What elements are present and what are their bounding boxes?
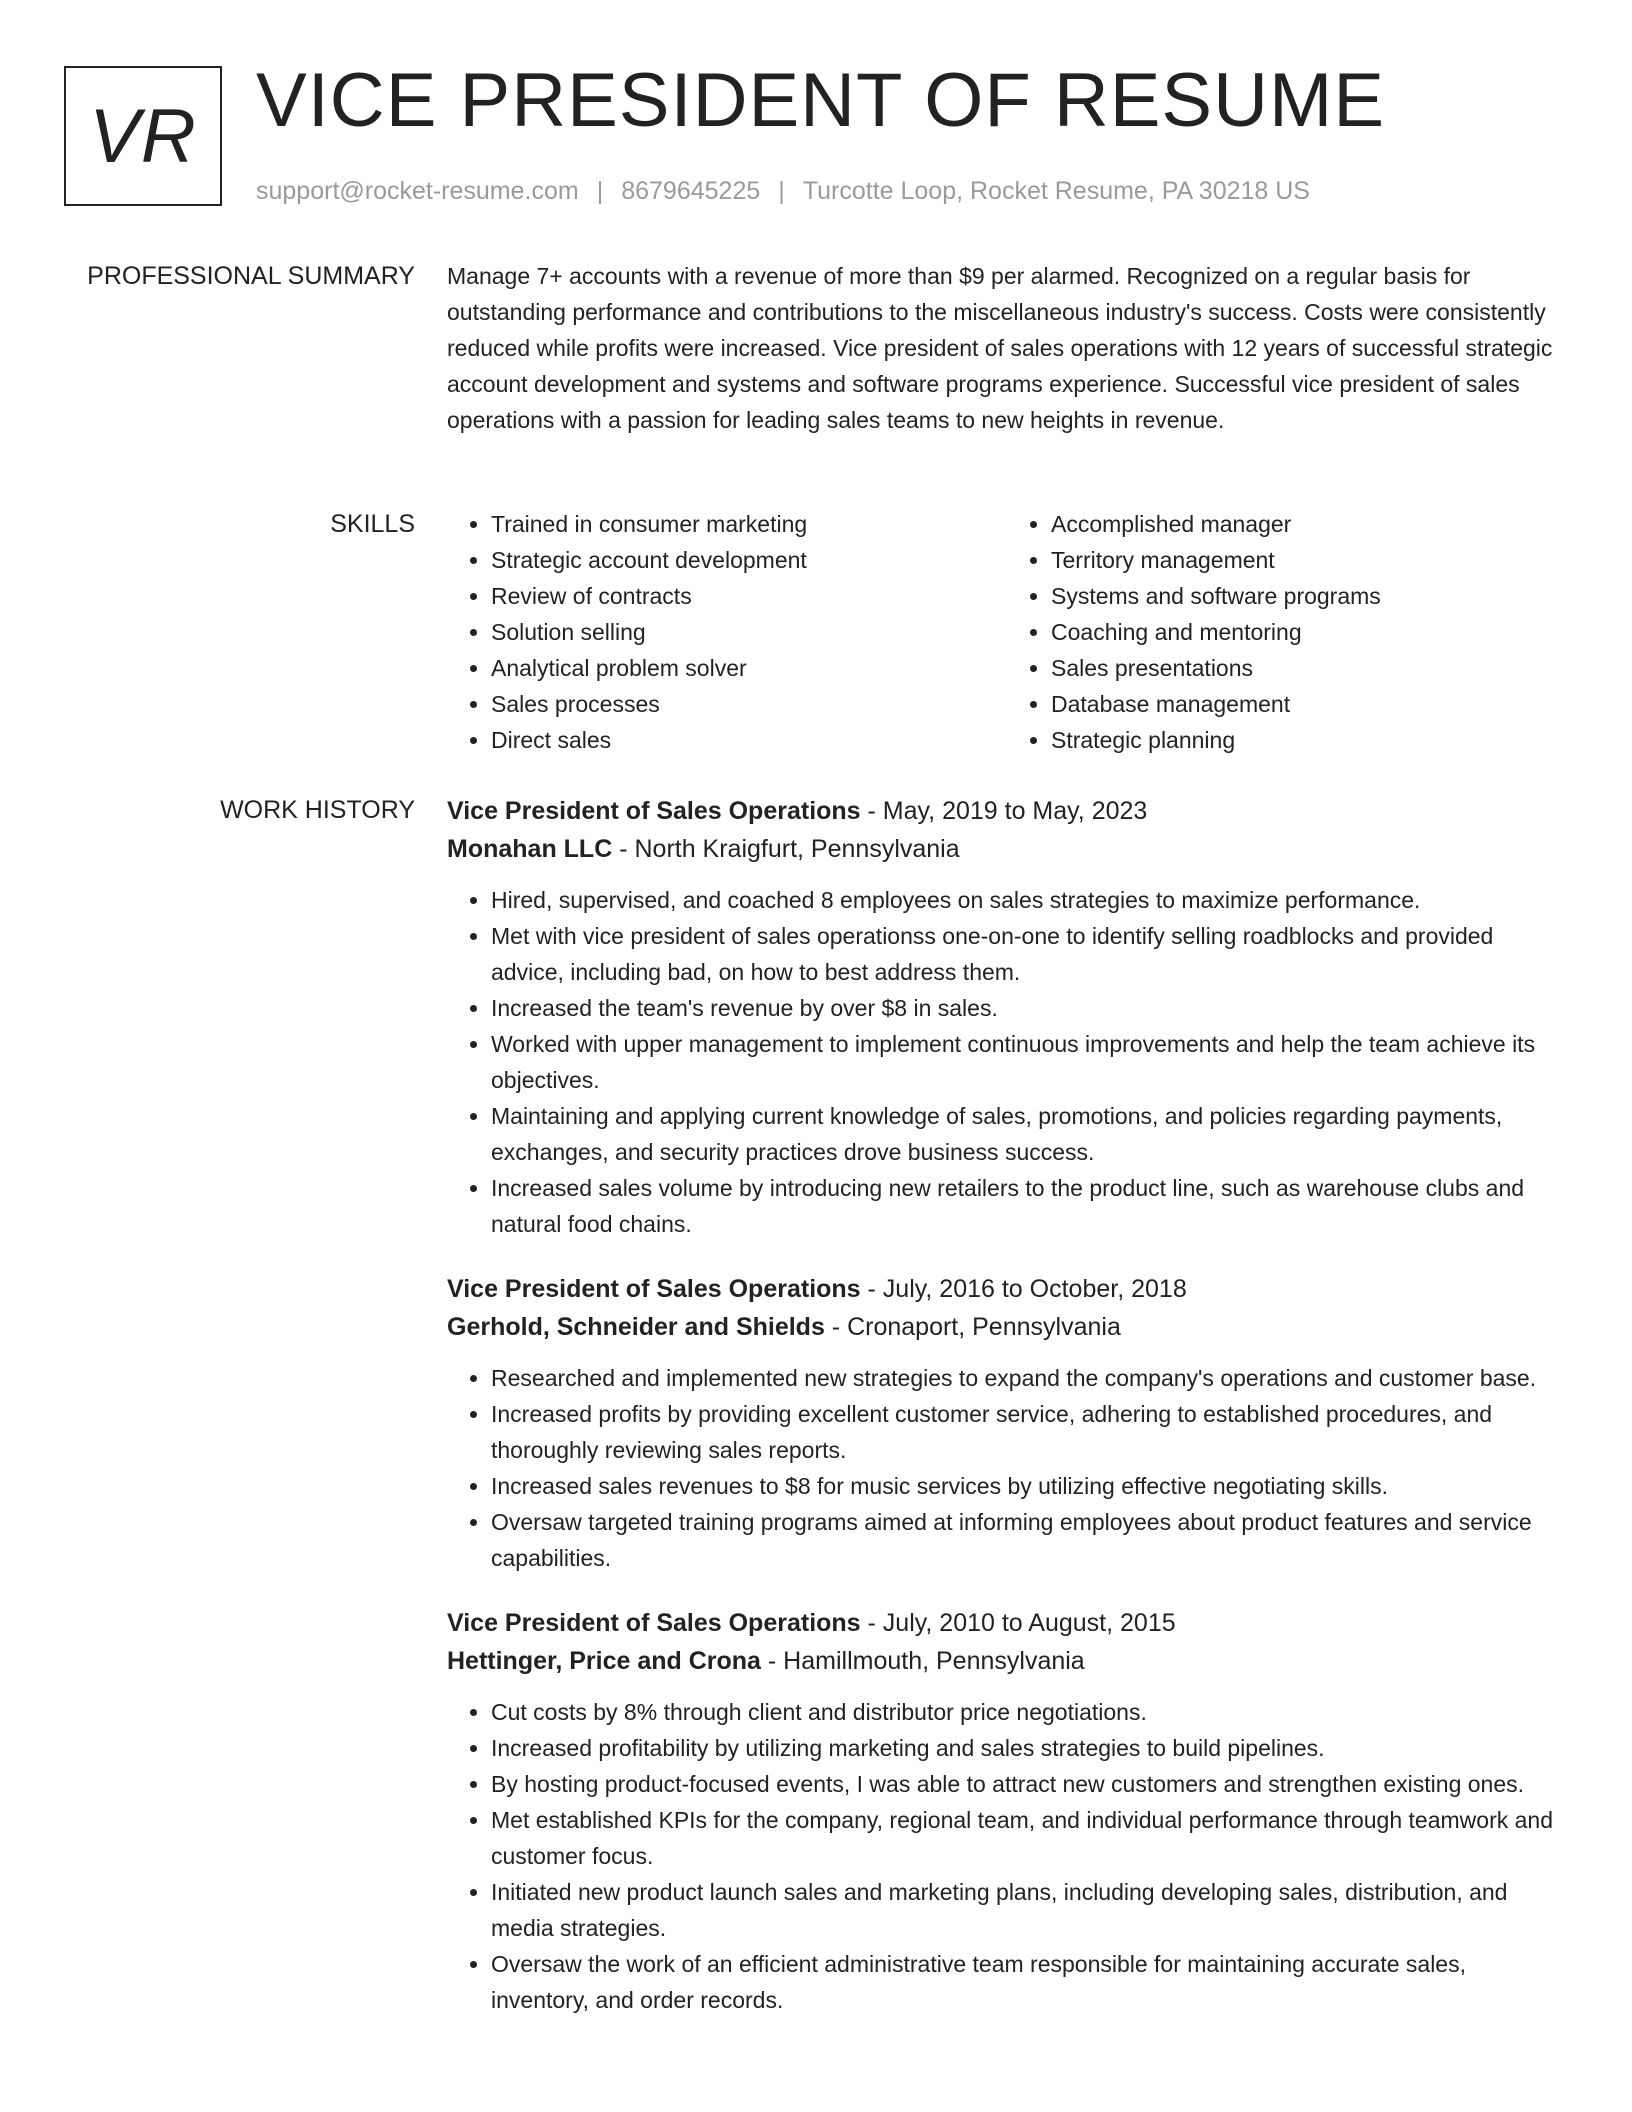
- job-dates: - May, 2019 to May, 2023: [860, 797, 1148, 825]
- skill-item: • Solution selling: [491, 614, 1007, 650]
- job-bullet: • Increased the team's revenue by over $8 in sales.: [491, 990, 1567, 1026]
- skills-list-left: [447, 506, 1007, 758]
- job-title-line: [447, 792, 1567, 830]
- summary-body: [447, 258, 1567, 438]
- job-bullet: • Cut costs by 8% through client and distributor price negotiations.: [491, 1694, 1567, 1730]
- skill-item: • Strategic account development: [491, 542, 1007, 578]
- job-bullet: • Oversaw the work of an efficient administrative team responsible for maintaining accurate sales, inventory, and order records.: [491, 1946, 1567, 2018]
- job-bullet: • Worked with upper management to implement continuous improvements and help the team achieve its objectives.: [491, 1026, 1567, 1098]
- skills-body: [447, 506, 1567, 758]
- skill-item: • Trained in consumer marketing: [491, 506, 1007, 542]
- job-dates: - July, 2016 to October, 2018: [860, 1275, 1187, 1303]
- work-history-heading: WORK HISTORY: [220, 796, 415, 824]
- job-bullet: • Increased sales revenues to $8 for music services by utilizing effective negotiating skills.: [491, 1468, 1567, 1504]
- job-company-line: [447, 1642, 1567, 1680]
- job-bullet: • Oversaw targeted training programs aimed at informing employees about product features and service capabilities.: [491, 1504, 1567, 1576]
- job-entry: [447, 1604, 1567, 2018]
- job-entry: [447, 1270, 1567, 1576]
- work-history-body: [447, 792, 1567, 2046]
- job-title: Vice President of Sales Operations: [447, 1275, 861, 1303]
- job-bullet: • By hosting product-focused events, I was able to attract new customers and strengthen existing ones.: [491, 1766, 1567, 1802]
- skill-item: • Sales presentations: [1051, 650, 1567, 686]
- skill-item: • Direct sales: [491, 722, 1007, 758]
- job-company-line: [447, 830, 1567, 868]
- skill-item: • Accomplished manager: [1051, 506, 1567, 542]
- skills-list-right: [1007, 506, 1567, 758]
- job-location: - Hamillmouth, Pennsylvania: [760, 1647, 1085, 1675]
- monogram-text: VR: [89, 93, 197, 179]
- skill-item: • Territory management: [1051, 542, 1567, 578]
- skill-item: • Coaching and mentoring: [1051, 614, 1567, 650]
- job-company: Gerhold, Schneider and Shields: [447, 1313, 825, 1341]
- job-bullet: • Hired, supervised, and coached 8 employees on sales strategies to maximize performance.: [491, 882, 1567, 918]
- skill-item: • Review of contracts: [491, 578, 1007, 614]
- job-company: Monahan LLC: [447, 835, 613, 863]
- job-title-line: [447, 1270, 1567, 1308]
- job-bullet: • Met established KPIs for the company, regional team, and individual performance through teamwork and customer focus.: [491, 1802, 1567, 1874]
- job-bullets: [447, 882, 1567, 1242]
- skills-columns: [447, 506, 1567, 758]
- job-bullet: • Researched and implemented new strategies to expand the company's operations and customer base.: [491, 1360, 1567, 1396]
- job-bullets: [447, 1360, 1567, 1576]
- skills-heading: SKILLS: [330, 510, 415, 538]
- job-company-line: [447, 1308, 1567, 1346]
- skill-item: • Strategic planning: [1051, 722, 1567, 758]
- summary-text: Manage 7+ accounts with a revenue of more than $9 per alarmed. Recognized on a regular basis for outstanding performance and contributions to the miscellaneous industry's success. Costs were consistently reduced while profits were increased. Vice president of sales operations with 12 years of successful strategic account development and systems and software programs experience. Successful vice president of sales operations with a passion for leading sales teams to new heights in revenue.: [447, 263, 1553, 433]
- skill-item: • Sales processes: [491, 686, 1007, 722]
- contact-email[interactable]: support@rocket-resume.com: [256, 177, 579, 205]
- job-location: - North Kraigfurt, Pennsylvania: [612, 835, 960, 863]
- job-bullet: • Increased profits by providing excellent customer service, adhering to established procedures, and thoroughly reviewing sales reports.: [491, 1396, 1567, 1468]
- monogram-badge: [64, 66, 222, 206]
- job-bullets: [447, 1694, 1567, 2018]
- summary-heading: PROFESSIONAL SUMMARY: [87, 262, 415, 290]
- job-title: Vice President of Sales Operations: [447, 797, 861, 825]
- job-bullet: • Met with vice president of sales operationss one-on-one to identify selling roadblocks and provided advice, including bad, on how to best address them.: [491, 918, 1567, 990]
- skill-item: • Systems and software programs: [1051, 578, 1567, 614]
- job-dates: - July, 2010 to August, 2015: [860, 1609, 1176, 1637]
- job-company: Hettinger, Price and Crona: [447, 1647, 761, 1675]
- skill-item: • Analytical problem solver: [491, 650, 1007, 686]
- resume-name: VICE PRESIDENT OF RESUME: [256, 58, 1386, 143]
- contact-address: Turcotte Loop, Rocket Resume, PA 30218 US: [802, 177, 1310, 205]
- job-title-line: [447, 1604, 1567, 1642]
- job-bullet: • Initiated new product launch sales and marketing plans, including developing sales, distribution, and media strategies.: [491, 1874, 1567, 1946]
- job-entry: [447, 792, 1567, 1242]
- skill-item: • Database management: [1051, 686, 1567, 722]
- job-bullet: • Increased sales volume by introducing new retailers to the product line, such as warehouse clubs and natural food chains.: [491, 1170, 1567, 1242]
- contact-phone[interactable]: 8679645225: [621, 177, 761, 205]
- job-bullet: • Increased profitability by utilizing marketing and sales strategies to build pipelines.: [491, 1730, 1567, 1766]
- job-bullet: • Maintaining and applying current knowledge of sales, promotions, and policies regarding payments, exchanges, and security practices drove business success.: [491, 1098, 1567, 1170]
- contact-line: [256, 174, 1310, 208]
- contact-separator: |: [778, 177, 785, 205]
- job-location: - Cronaport, Pennsylvania: [824, 1313, 1121, 1341]
- contact-separator: |: [596, 177, 604, 205]
- job-title: Vice President of Sales Operations: [447, 1609, 861, 1637]
